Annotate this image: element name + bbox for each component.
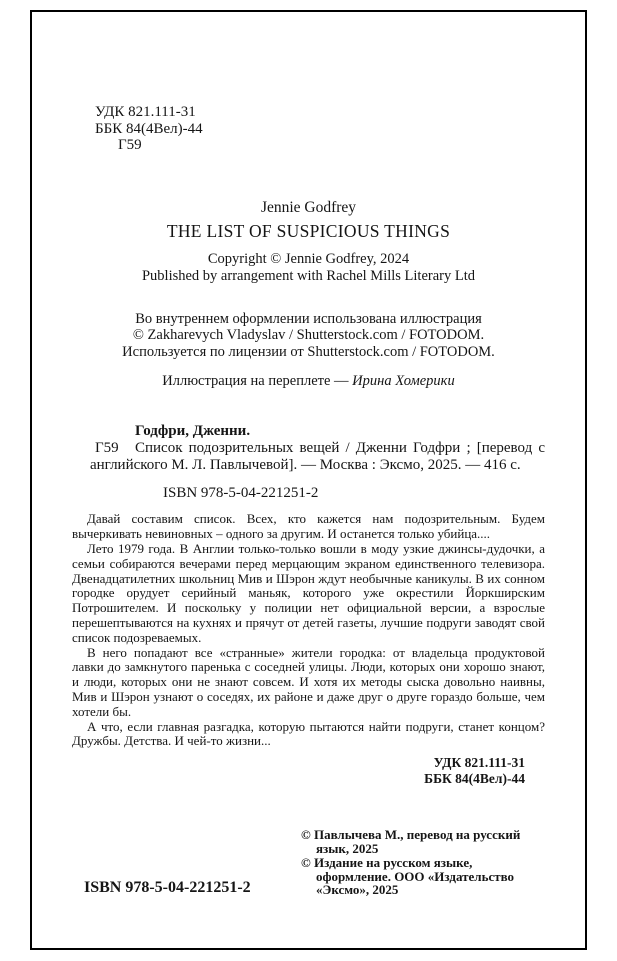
illustration-credit-line3: Используется по лицензии от Shutterstock.com / FOTODOM. <box>122 343 495 360</box>
cover-illustration-credit <box>72 373 545 390</box>
annotation-paragraph-3: В него попадают все «странные» жители городка: от владельца продуктовой лавки до замкнутого паренька с соседней улицы. Люди, которых они хорошо знают, и люди, которых они не знают совсем. И хотя их методы сыска довольно наивны, Мив и Шэрон узнают о соседях, их районе и даже друг о друге гораздо больше, чем хотели бы. <box>72 644 545 719</box>
bib-description: Список подозрительных вещей / Дженни Годфри ; [перевод с английского М. Л. Павлычевой]. — Москва : Эксмо, 2025. — 416 с. <box>90 439 545 473</box>
udk-code-bottom: УДК 821.111-31 <box>433 755 525 771</box>
udk-code-top: УДК 821.111-31 <box>95 104 196 120</box>
publisher-copyright: © Издание на русском языке, оформление. ООО «Издательство «Эксмо», 2025 <box>301 854 515 898</box>
annotation-paragraph-4: А что, если главная разгадка, которую пытаются найти подруги, станет концом? Дружбы. Детства. И чей-то жизни... <box>72 718 545 749</box>
author-sign-bib: Г59 <box>95 439 119 456</box>
illustration-credit-line2: © Zakharevych Vladyslav / Shutterstock.com / FOTODOM. <box>132 327 485 343</box>
original-copyright-block <box>72 251 545 285</box>
bbk-code-bottom: ББК 84(4Вел)-44 <box>424 770 525 786</box>
page-border-frame <box>30 10 587 950</box>
annotation-block <box>72 512 545 749</box>
bibliographic-record <box>90 423 545 473</box>
classification-codes-top <box>95 104 545 154</box>
original-title: THE LIST OF SUSPICIOUS THINGS <box>166 220 451 241</box>
imprint-footer <box>72 828 545 897</box>
bib-author: Годфри, Дженни. <box>135 423 251 439</box>
translation-copyrights <box>301 828 545 897</box>
original-author: Jennie Godfrey <box>260 198 357 216</box>
isbn-record: ISBN 978-5-04-221251-2 <box>163 485 319 502</box>
illustration-credit-line1: Во внутреннем оформлении использована иллюстрация <box>135 310 482 327</box>
copyright-line: Copyright © Jennie Godfrey, 2024 <box>207 250 410 267</box>
illustration-credit-block <box>72 311 545 361</box>
annotation-paragraph-1: Давай составим список. Всех, кто кажется нам подозрительным. Будем вычеркивать невиновных – одного за другим. И останется только убийца.... <box>72 511 545 542</box>
arrangement-line: Published by arrangement with Rachel Mills Literary Ltd <box>141 267 476 284</box>
isbn-bottom: ISBN 978-5-04-221251-2 <box>84 879 251 897</box>
cover-illustration-prefix: Иллюстрация на переплете — <box>162 373 353 389</box>
translator-copyright: © Павлычева М., перевод на русский язык, 2025 <box>301 827 521 856</box>
author-sign-top: Г59 <box>118 137 142 153</box>
classification-codes-bottom <box>72 755 525 786</box>
cover-illustration-artist: Ирина Хомерики <box>352 373 455 389</box>
annotation-paragraph-2: Лето 1979 года. В Англии только-только вошли в моду узкие джинсы-дудочки, а семьи собираются вечерами перед мерцающим экраном единственного телевизора. Двенадцатилетних школьниц Мив и Шэрон ждут необычные каникулы. В их сонном городке орудует серийный маньяк, которого уже окрестили Йоркширским Потрошителем. И поскольку у полиции нет официальной версии, а взрослые перешептываются на кухнях и прячут от детей газеты, лучшие подруги заводят свой список подозреваемых. <box>72 540 545 645</box>
bbk-code-top: ББК 84(4Вел)-44 <box>95 120 203 137</box>
